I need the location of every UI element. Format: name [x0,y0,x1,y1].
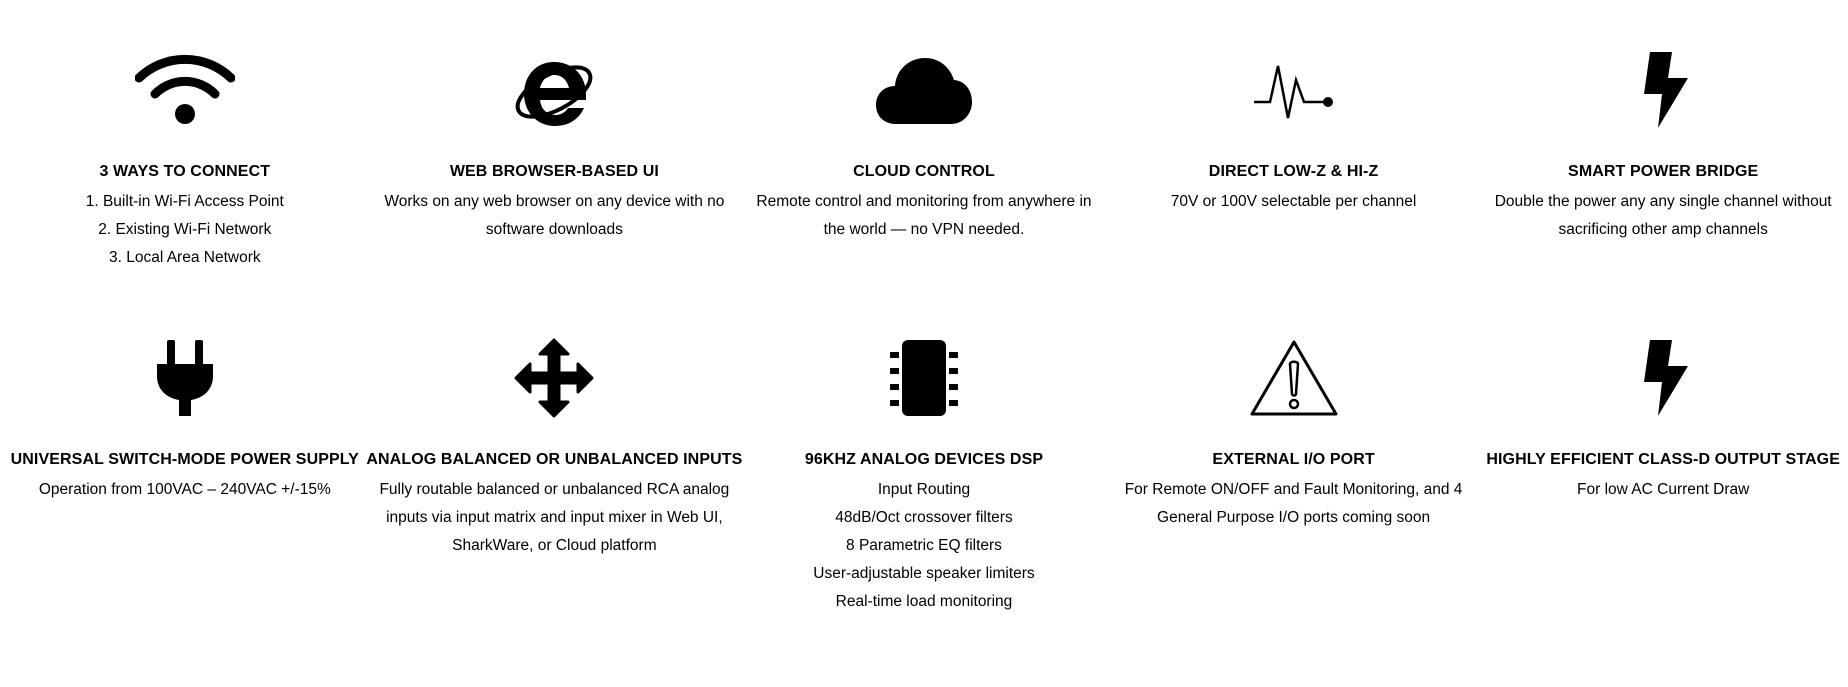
description-line: Operation from 100VAC – 240VAC +/-15% [38,481,331,498]
feature-description [39,476,331,504]
feature-external-io-port [1109,336,1479,616]
description-line: User-adjustable speaker limiters [813,565,1035,582]
pulse-wave-icon [1239,48,1349,132]
feature-3-ways-to-connect [0,48,370,272]
feature-title: EXTERNAL I/O PORT [1212,451,1375,468]
feature-description [1483,188,1843,244]
feature-description [1171,188,1417,216]
feature-title: SMART POWER BRIDGE [1568,163,1759,180]
feature-class-d-output [1478,336,1848,616]
description-line: For low AC Current Draw [1577,481,1750,498]
description-line: 3. Local Area Network [108,249,261,266]
feature-title: 96KHZ ANALOG DEVICES DSP [804,451,1044,468]
feature-analog-inputs [366,336,743,616]
feature-description [1577,476,1749,504]
feature-description [374,476,734,560]
feature-description [86,188,284,272]
chip-icon [869,336,979,420]
feature-title: UNIVERSAL SWITCH-MODE POWER SUPPLY [10,451,359,468]
feature-smart-power-bridge [1478,48,1848,272]
feature-description [813,476,1034,616]
description-line: Input Routing [877,481,971,498]
description-line: 1. Built-in Wi-Fi Access Point [85,193,284,210]
description-line: Real-time load monitoring [835,593,1013,610]
feature-title: CLOUD CONTROL [853,163,995,180]
feature-title: 3 WAYS TO CONNECT [99,163,271,180]
description-line: Works on any web browser on any device with no software downloads [384,193,725,238]
warning-triangle-icon [1239,336,1349,420]
feature-web-browser-based-ui [370,48,740,272]
description-line: 2. Existing Wi-Fi Network [98,221,272,238]
feature-title: ANALOG BALANCED OR UNBALANCED INPUTS [366,451,743,468]
feature-title: HIGHLY EFFICIENT CLASS-D OUTPUT STAGE [1486,451,1840,468]
feature-description [1114,476,1474,532]
description-line: 8 Parametric EQ filters [846,537,1002,554]
lightning-bolt-icon [1608,48,1718,132]
feature-title: DIRECT LOW-Z & HI-Z [1208,163,1379,180]
lightning-bolt-icon [1608,336,1718,420]
description-line: Remote control and monitoring from anywhere in the world — no VPN needed. [756,193,1092,238]
description-line: Double the power any any single channel without sacrificing other amp channels [1494,193,1832,238]
description-line: 70V or 100V selectable per channel [1170,193,1417,210]
feature-universal-power-supply [0,336,370,616]
feature-title: WEB BROWSER-BASED UI [449,163,659,180]
feature-dsp [739,336,1109,616]
move-arrows-icon [499,336,609,420]
power-plug-icon [130,336,240,420]
wifi-icon [130,48,240,132]
features-row-2 [0,336,1848,616]
browser-e-icon [499,48,609,132]
description-line: For Remote ON/OFF and Fault Monitoring, and 4 General Purpose I/O ports coming soon [1124,481,1463,526]
description-line: Fully routable balanced or unbalanced RCA analog inputs via input matrix and input mixer in Web UI, SharkWare, or Cloud platform [379,481,730,554]
features-row-1 [0,48,1848,272]
feature-description [744,188,1104,244]
feature-cloud-control [739,48,1109,272]
cloud-icon [869,48,979,132]
feature-direct-low-z-hi-z [1109,48,1479,272]
feature-description [374,188,734,244]
description-line: 48dB/Oct crossover filters [835,509,1013,526]
